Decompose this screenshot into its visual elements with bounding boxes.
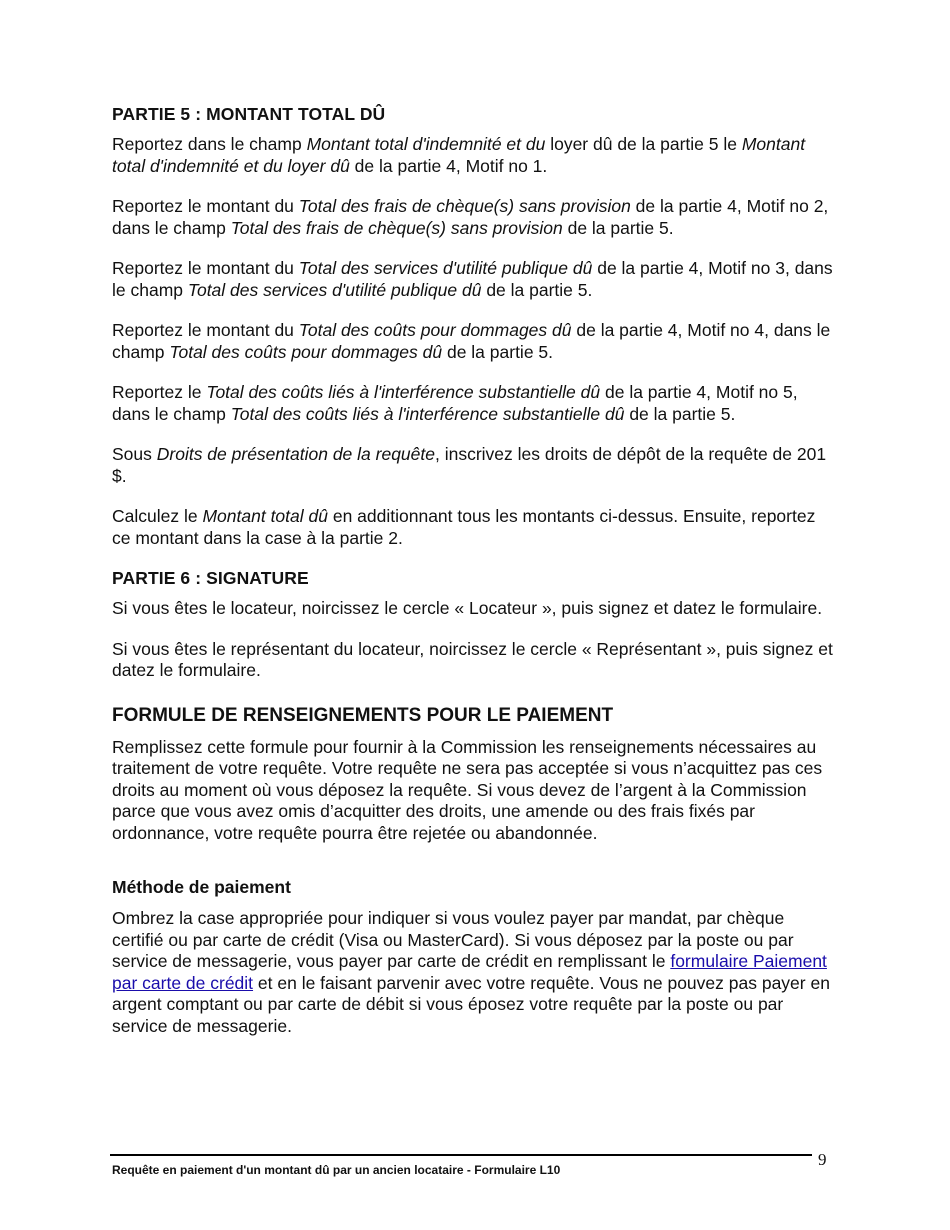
- page-number: 9: [818, 1150, 827, 1169]
- part5-paragraph-5: Reportez le Total des coûts liés à l'interférence substantielle dû de la partie 4, Motif no 5, dans le champ Total des coûts liés à l'interférence substantielle dû de la partie 5.: [112, 382, 798, 424]
- part5-paragraph-7: Calculez le Montant total dû en additionnant tous les montants ci-dessus. Ensuite, reportez ce montant dans la case à la partie 2.: [112, 506, 816, 548]
- credit-card-form-link[interactable]: formulaire Paiement par carte de crédit: [112, 951, 827, 993]
- document-page: [112, 104, 834, 1056]
- footer-title: Requête en paiement d'un montant dû par un ancien locataire - Formulaire L10: [112, 1163, 561, 1177]
- payment-paragraph: Remplissez cette formule pour fournir à la Commission les renseignements nécessaires au traitement de votre requête. Votre requête ne sera pas acceptée si vous n’acquittez pas ces droits au moment où vous déposez la requête. Si vous devez de l’argent à la Commission parce que vous avez omis d’acquitter des droits, une amende ou des frais fixés par ordonnance, votre requête pourra être rejetée ou abandonnée.: [112, 736, 823, 843]
- payment-method-paragraph: Ombrez la case appropriée pour indiquer si vous voulez payer par mandat, par chèque certifié ou par carte de crédit (Visa ou MasterCard). Si vous déposez par la poste ou par service de messagerie, vous payer par carte de crédit en remplissant le formulaire Paiement par carte de crédit et en le faisant parvenir avec votre requête. Vous ne pouvez pas payer en argent comptant ou par carte de débit si vous éposez votre requête par la poste ou par service de messagerie.: [112, 908, 830, 1036]
- payment-method-heading: Méthode de paiement: [112, 877, 291, 897]
- part5-paragraph-3: Reportez le montant du Total des services d'utilité publique dû de la partie 4, Motif no 3, dans le champ Total des services d'utilité publique dû de la partie 5.: [112, 258, 833, 300]
- part5-paragraph-4: Reportez le montant du Total des coûts pour dommages dû de la partie 4, Motif no 4, dans le champ Total des coûts pour dommages dû de la partie 5.: [112, 320, 831, 362]
- footer-rule: [110, 1154, 812, 1156]
- part6-paragraph-1: Si vous êtes le locateur, noircissez le cercle « Locateur », puis signez et datez le formulaire.: [112, 598, 823, 618]
- part5-paragraph-1: Reportez dans le champ Montant total d'indemnité et du loyer dû de la partie 5 le Montant total d'indemnité et du loyer dû de la partie 4, Motif no 1.: [112, 134, 806, 176]
- part6-heading: PARTIE 6 : SIGNATURE: [112, 568, 309, 588]
- part5-paragraph-2: Reportez le montant du Total des frais de chèque(s) sans provision de la partie 4, Motif no 2, dans le champ Total des frais de chèque(s) sans provision de la partie 5.: [112, 196, 829, 238]
- payment-section-heading: FORMULE DE RENSEIGNEMENTS POUR LE PAIEMENT: [112, 704, 614, 726]
- part6-paragraph-2: Si vous êtes le représentant du locateur, noircissez le cercle « Représentant », puis signez et datez le formulaire.: [112, 638, 833, 680]
- part5-paragraph-6: Sous Droits de présentation de la requête, inscrivez les droits de dépôt de la requête de 201 $.: [112, 444, 827, 486]
- part5-heading: PARTIE 5 : MONTANT TOTAL DÛ: [112, 104, 386, 124]
